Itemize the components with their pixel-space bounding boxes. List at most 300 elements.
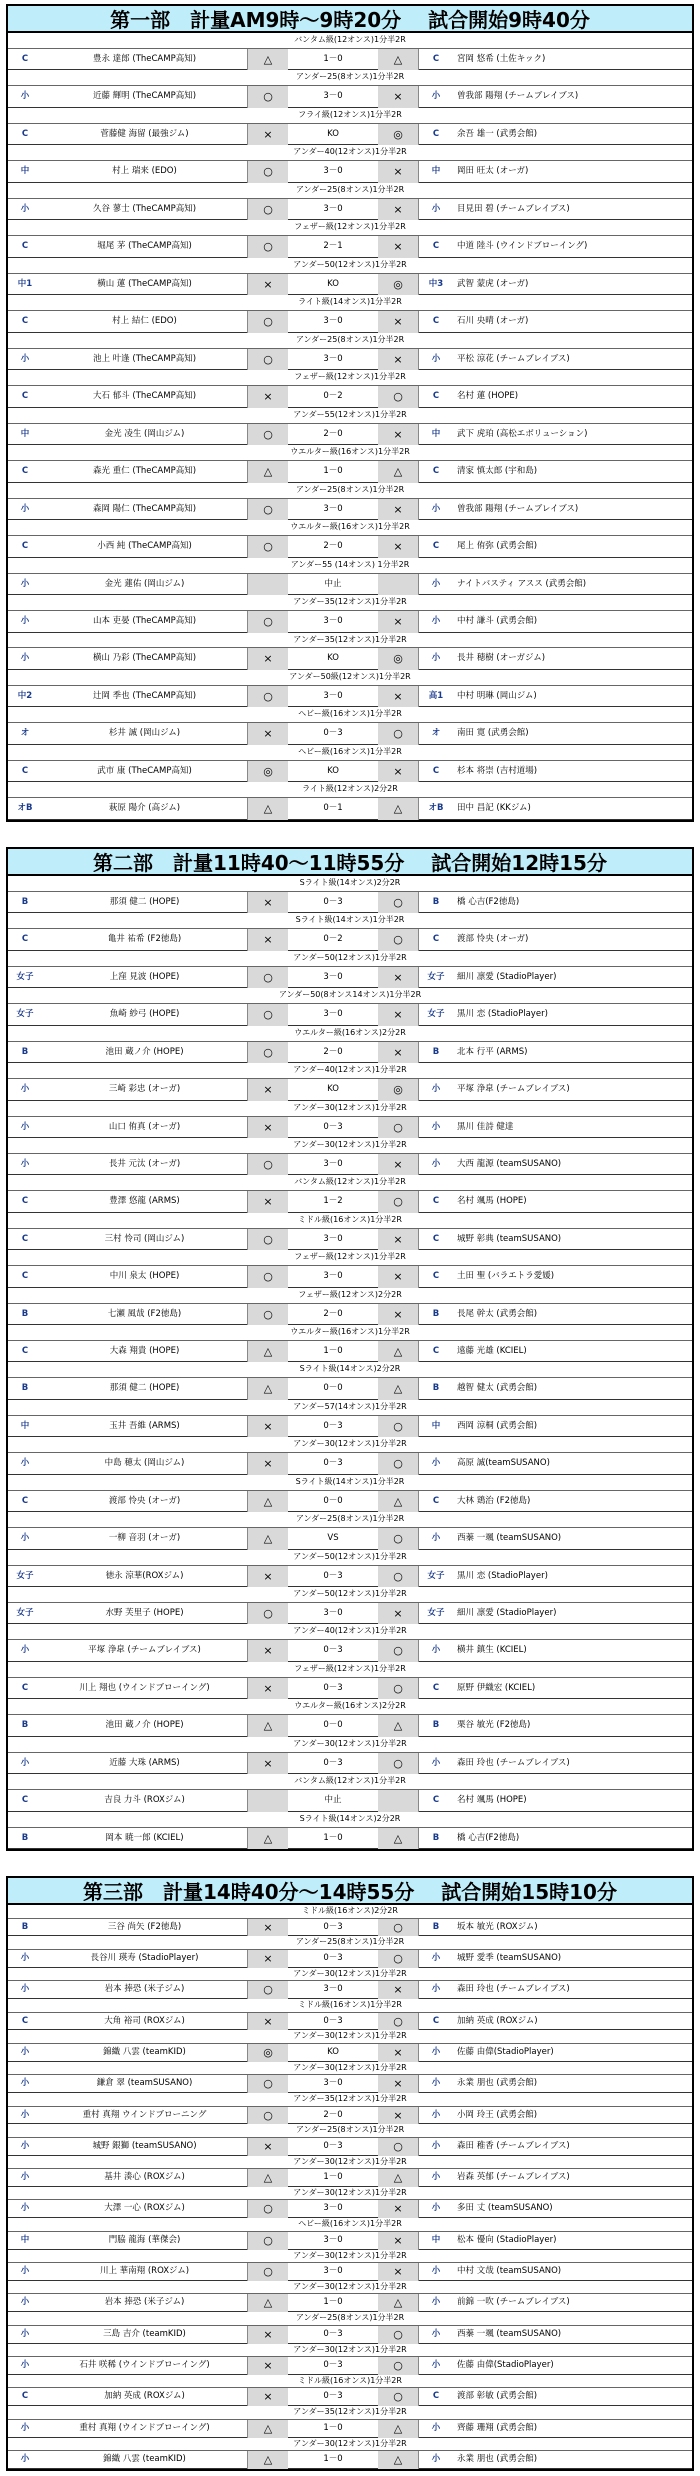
left-fighter-name: 徳永 涼華(ROXジム) (105, 1570, 184, 1581)
right-result-mark: △ (378, 1341, 419, 1362)
division-label: アンダー30(12オンス)1分半2R (8, 2030, 692, 2044)
decision-text: 3－0 (323, 1158, 343, 1169)
match-block (8, 633, 692, 670)
right-result-mark: △ (378, 49, 419, 70)
left-fighter-name: 森光 重仁 (TheCAMP高知) (92, 466, 197, 477)
left-fighter-name: 堀尾 茅 (TheCAMP高知) (97, 241, 192, 252)
left-fighter-name: 錦織 八雲 (teamKID) (103, 2046, 186, 2057)
right-class-badge: 小 (431, 503, 441, 514)
decision-text: 3－0 (323, 616, 343, 627)
left-class-badge: 小 (20, 1757, 30, 1768)
match-row (8, 49, 692, 70)
left-fighter-name: 大角 裕司 (ROXジム) (104, 2015, 185, 2026)
match-block (8, 1774, 692, 1811)
left-fighter-name: 大森 翔貴 (HOPE) (109, 1346, 180, 1357)
match-row (8, 2138, 692, 2156)
division-label: ライト級(12オンス)2分2R (8, 782, 692, 798)
match-block (8, 2030, 692, 2061)
left-class-badge: 小 (20, 2046, 30, 2057)
left-fighter-name: 横山 蓮 (TheCAMP高知) (97, 278, 192, 289)
match-block (8, 1325, 692, 1362)
match-row (8, 1828, 692, 1849)
match-block (8, 2062, 692, 2093)
left-result-mark: ○ (247, 349, 288, 370)
right-fighter-name: 黒川 恋 (StadioPlayer) (457, 1570, 548, 1581)
left-class-badge: 小 (20, 2422, 30, 2433)
right-fighter-name: 栗谷 敏光 (F2徳島) (457, 1720, 531, 1731)
decision-text: 1－0 (323, 53, 343, 64)
right-result-mark: ○ (378, 1678, 419, 1699)
right-result-mark: ○ (378, 1117, 419, 1138)
left-class-badge: 小 (20, 503, 30, 514)
left-fighter-name: 長井 元汰 (オーガ) (108, 1158, 181, 1169)
left-fighter-name: 中島 穂太 (岡山ジム) (104, 1458, 185, 1469)
match-block (8, 220, 692, 257)
left-class-badge: 女子 (16, 1607, 34, 1618)
match-row (8, 1416, 692, 1437)
right-result-mark: ○ (378, 386, 419, 407)
right-result-mark: △ (378, 1828, 419, 1849)
division-label: アンダー30(12オンス)1分半2R (8, 2438, 692, 2452)
decision-text: 3－0 (323, 91, 343, 102)
division-label: フェザー級(12オンス)1分半2R (8, 1662, 692, 1678)
right-fighter-name: 森田 稚香 (チームブレイブス) (457, 2140, 570, 2151)
decision-text: 3－0 (323, 166, 343, 177)
right-fighter-name: 細川 凛愛 (StadioPlayer) (457, 1607, 557, 1618)
match-row (8, 1640, 692, 1661)
left-fighter-name: 一柳 音羽 (オーガ) (108, 1533, 181, 1544)
left-class-badge: 中1 (17, 278, 33, 289)
left-fighter-name: 森岡 陽仁 (TheCAMP高知) (92, 503, 197, 514)
left-result-mark: × (247, 1753, 288, 1774)
left-result-mark: ○ (247, 1603, 288, 1624)
left-fighter-name: 大石 郁斗 (TheCAMP高知) (92, 391, 197, 402)
match-block (8, 370, 692, 407)
decision-text: 0－3 (323, 2360, 343, 2371)
right-result-mark: × (378, 2107, 419, 2125)
match-block (8, 333, 692, 370)
match-row (8, 124, 692, 145)
right-result-mark: △ (378, 2169, 419, 2187)
division-label: アンダー50(12オンス)1分半2R (8, 1550, 692, 1566)
match-block (8, 1026, 692, 1063)
left-class-badge: 小 (20, 1158, 30, 1169)
decision-text: KO (327, 1084, 339, 1095)
decision-text: 0－3 (323, 2140, 343, 2151)
right-class-badge: B (432, 1720, 440, 1731)
right-result-mark: ○ (378, 2326, 419, 2344)
right-result-mark: ◎ (378, 1079, 419, 1100)
right-class-badge: 小 (431, 2109, 441, 2120)
right-result-mark: × (378, 611, 419, 632)
match-block (8, 2281, 692, 2312)
match-block (8, 483, 692, 520)
right-result-mark: × (378, 1266, 419, 1287)
right-result-mark: ○ (378, 1416, 419, 1437)
division-label: ミドル級(16オンス)1分半2R (8, 1213, 692, 1229)
right-fighter-name: 西岡 涼桐 (武勇会館) (457, 1420, 538, 1431)
right-fighter-name: 前錦 一吹 (チームブレイブス) (457, 2297, 570, 2308)
match-row (8, 929, 692, 950)
left-class-badge: C (21, 2391, 29, 2402)
division-label: アンダー50(8オンス14オンス)1分半2R (8, 988, 692, 1004)
left-result-mark: △ (247, 2451, 288, 2469)
right-fighter-name: 岩森 英郁 (チームブレイブス) (457, 2172, 570, 2183)
match-block (8, 70, 692, 107)
left-result-mark: × (247, 1950, 288, 1968)
right-class-badge: 小 (431, 2297, 441, 2308)
division-label: アンダー30(12オンス)1分半2R (8, 1101, 692, 1117)
match-block (8, 707, 692, 744)
left-class-badge: C (21, 53, 29, 64)
left-result-mark: △ (247, 2294, 288, 2312)
right-fighter-name: 余吾 雄一 (武勇会館) (457, 128, 538, 139)
left-result-mark: ○ (247, 1266, 288, 1287)
match-block (8, 1699, 692, 1736)
division-label: アンダー25(8オンス)1分半2R (8, 333, 692, 349)
division-label: アンダー55 (14オンス) 1分半2R (8, 558, 692, 574)
match-row (8, 2200, 692, 2218)
left-fighter-name: 門脇 龍海 (華傑会) (108, 2234, 181, 2245)
division-label: バンタム級(12オンス)1分半2R (8, 1175, 692, 1191)
match-row (8, 2294, 692, 2312)
match-block (8, 1138, 692, 1175)
left-class-badge: 小 (20, 1121, 30, 1132)
division-label: ヘビー級(16オンス)1分半2R (8, 745, 692, 761)
right-class-badge: 小 (431, 1121, 441, 1132)
decision-text: VS (327, 1533, 339, 1544)
left-fighter-name: 岩本 捧恐 (米子ジム) (104, 1984, 185, 1995)
right-fighter-name: 橋 心吉(F2徳島) (457, 1832, 520, 1843)
right-result-mark: × (378, 1154, 419, 1175)
left-result-mark: ○ (247, 2263, 288, 2281)
right-fighter-name: 小岡 玲王 (武勇会館) (457, 2109, 538, 2120)
left-fighter-name: 金光 蓮佑 (岡山ジム) (104, 578, 185, 589)
division-label: アンダー30(12オンス)1分半2R (8, 1968, 692, 1982)
right-fighter-name: 曽我部 陽翔 (チームブレイブス) (457, 503, 579, 514)
right-result-mark: × (378, 2075, 419, 2093)
right-class-badge: 小 (431, 1084, 441, 1095)
match-row (8, 86, 692, 107)
right-class-badge: 小 (431, 2203, 441, 2214)
match-row (8, 798, 692, 819)
right-result-mark: ○ (378, 1191, 419, 1212)
decision-text: 2－0 (323, 1308, 343, 1319)
match-row (8, 1715, 692, 1736)
right-class-badge: 小 (431, 1458, 441, 1469)
right-class-badge: 小 (431, 1533, 441, 1544)
match-row (8, 311, 692, 332)
match-row (8, 2388, 692, 2406)
match-row (8, 2169, 692, 2187)
match-row (8, 761, 692, 782)
left-fighter-name: 那須 健二 (HOPE) (109, 896, 180, 907)
left-class-badge: C (21, 391, 29, 402)
match-row (8, 1981, 692, 1999)
right-fighter-name: 長尾 幹太 (武勇会館) (457, 1308, 538, 1319)
right-result-mark: ○ (378, 1566, 419, 1587)
left-fighter-name: 三島 吉介 (teamKID) (103, 2328, 186, 2339)
left-fighter-name: 基井 湊心 (ROXジム) (104, 2172, 185, 2183)
match-row (8, 1566, 692, 1587)
left-fighter-name: 七瀬 風哉 (F2徳島) (107, 1308, 182, 1319)
match-block (8, 1737, 692, 1774)
match-block (8, 1968, 692, 1999)
right-fighter-name: 佐藤 由偉(StadioPlayer) (457, 2046, 554, 2057)
left-result-mark: ○ (247, 2107, 288, 2125)
right-fighter-name: 渡部 彰敏 (武勇会館) (457, 2391, 538, 2402)
decision-text: 3－0 (323, 1607, 343, 1618)
left-fighter-name: 近藤 大珠 (ARMS) (109, 1757, 180, 1768)
match-block (8, 2124, 692, 2155)
right-result-mark: × (378, 2263, 419, 2281)
right-fighter-name: 永業 朋也 (武勇会館) (457, 2454, 538, 2465)
decision-text: 3－0 (323, 2203, 343, 2214)
left-class-badge: C (21, 1271, 29, 1282)
left-class-badge: C (21, 316, 29, 327)
left-fighter-name: 池上 叶逢 (TheCAMP高知) (92, 353, 197, 364)
right-class-badge: 女子 (427, 1009, 445, 1020)
match-block (8, 1213, 692, 1250)
decision-text: KO (327, 765, 339, 776)
right-fighter-name: 橋 心吉(F2徳島) (457, 896, 520, 907)
left-fighter-name: 池田 蔵ノ介 (HOPE) (105, 1046, 184, 1057)
right-class-badge: 小 (431, 1757, 441, 1768)
left-fighter-name: 岩本 捧恐 (米子ジム) (104, 2297, 185, 2308)
left-fighter-name: 鎌倉 翠 (teamSUSANO) (96, 2078, 193, 2089)
match-block (8, 670, 692, 707)
right-class-badge: 小 (431, 1984, 441, 1995)
left-fighter-name: 川上 華南翔 (ROXジム) (99, 2266, 190, 2277)
match-row (8, 2263, 692, 2281)
left-result-mark: × (247, 1566, 288, 1587)
right-fighter-name: 平松 涼花 (チームブレイブス) (457, 353, 570, 364)
division-label: ヘビー級(16オンス)1分半2R (8, 707, 692, 723)
decision-text: 0－3 (323, 1420, 343, 1431)
division-label: フェザー級(12オンス)1分半2R (8, 1250, 692, 1266)
match-block (8, 520, 692, 557)
right-fighter-name: 齊藤 珊翔 (武勇会館) (457, 2422, 538, 2433)
right-class-badge: 小 (431, 2078, 441, 2089)
match-block (8, 2250, 692, 2281)
left-class-badge: C (21, 1196, 29, 1207)
right-class-badge: C (432, 241, 440, 252)
right-fighter-name: ナイトバスティ アスス (武勇会館) (457, 578, 587, 589)
right-class-badge: 女子 (427, 971, 445, 982)
left-result-mark: × (247, 1117, 288, 1138)
left-class-badge: 小 (20, 2140, 30, 2151)
right-fighter-name: 松本 優向 (StadioPlayer) (457, 2234, 557, 2245)
match-block (8, 595, 692, 632)
left-fighter-name: 亀井 祐希 (F2徳島) (107, 934, 182, 945)
right-fighter-name: 高原 誠(teamSUSANO) (457, 1458, 550, 1469)
left-result-mark: × (247, 2326, 288, 2344)
left-class-badge: 中 (20, 2234, 30, 2245)
right-result-mark: × (378, 199, 419, 220)
right-class-badge: B (432, 896, 440, 907)
right-fighter-name: 武智 蒙虎 (オーガ) (457, 278, 529, 289)
left-result-mark: × (247, 2013, 288, 2031)
match-block (8, 1101, 692, 1138)
right-fighter-name: 西蓁 一颯 (teamSUSANO) (457, 2328, 562, 2339)
match-block (8, 782, 692, 819)
left-fighter-name: 渡部 怜央 (オーガ) (108, 1495, 181, 1506)
division-label: フェザー級(12オンス)1分半2R (8, 220, 692, 236)
division-label: アンダー30(12オンス)1分半2R (8, 1138, 692, 1154)
right-fighter-name: 南田 寛 (武勇会館) (457, 728, 529, 739)
left-fighter-name: 那須 健二 (HOPE) (109, 1383, 180, 1394)
left-fighter-name: 魚崎 紗弓 (HOPE) (109, 1009, 180, 1020)
right-class-badge: C (432, 541, 440, 552)
division-label: アンダー30(12オンス)1分半2R (8, 1437, 692, 1453)
match-row (8, 967, 692, 988)
right-fighter-name: 森田 玲也 (チームブレイブス) (457, 1757, 570, 1768)
decision-text: 3－0 (323, 1984, 343, 1995)
right-result-mark: × (378, 161, 419, 182)
match-row (8, 2232, 692, 2250)
right-result-mark: ◎ (378, 274, 419, 295)
decision-text: 1－0 (323, 466, 343, 477)
right-result-mark: × (378, 1981, 419, 1999)
right-result-mark: ○ (378, 2013, 419, 2031)
right-fighter-name: 中村 謙斗 (武勇会館) (457, 616, 538, 627)
division-label: Sライト級(14オンス)1分半2R (8, 1475, 692, 1491)
decision-text: 2－0 (323, 1046, 343, 1057)
match-row (8, 1378, 692, 1399)
match-row (8, 499, 692, 520)
match-row (8, 461, 692, 482)
right-fighter-name: 越智 健太 (武勇会館) (457, 1383, 538, 1394)
right-fighter-name: 多田 丈 (teamSUSANO) (457, 2203, 553, 2214)
match-block (8, 951, 692, 988)
left-fighter-name: 石井 咲稀 (ウインドブローイング) (79, 2360, 210, 2371)
decision-text: 0－3 (323, 1458, 343, 1469)
right-class-badge: 小 (431, 1952, 441, 1963)
left-class-badge: B (21, 1046, 29, 1057)
right-class-badge: 小 (431, 616, 441, 627)
right-class-badge: C (432, 1346, 440, 1357)
right-class-badge: C (432, 2391, 440, 2402)
right-fighter-name: 西蓁 一颯 (teamSUSANO) (457, 1533, 562, 1544)
match-block (8, 145, 692, 182)
right-class-badge: 中 (431, 2234, 441, 2245)
right-result-mark: ○ (378, 1640, 419, 1661)
division-label: アンダー30(12オンス)1分半2R (8, 2281, 692, 2295)
left-result-mark (247, 1790, 288, 1811)
division-label: アンダー35(12オンス)1分半2R (8, 2093, 692, 2107)
match-block (8, 1624, 692, 1661)
right-result-mark: △ (378, 1491, 419, 1512)
decision-text: KO (327, 278, 339, 289)
match-block (8, 2156, 692, 2187)
right-fighter-name: 土田 聖 (バラエトラ愛媛) (457, 1271, 555, 1282)
right-result-mark: × (378, 2200, 419, 2218)
left-class-badge: B (21, 1383, 29, 1394)
decision-text: 0－3 (323, 2391, 343, 2402)
division-label: アンダー40(12オンス)1分半2R (8, 145, 692, 161)
right-class-badge: B (432, 1308, 440, 1319)
decision-text: 0－3 (323, 1121, 343, 1132)
decision-text: 0－3 (323, 728, 343, 739)
left-class-badge: 小 (20, 2172, 30, 2183)
decision-text: 3－0 (323, 2266, 343, 2277)
match-block (8, 1662, 692, 1699)
right-fighter-name: 黒川 恋 (StadioPlayer) (457, 1009, 548, 1020)
left-result-mark: ○ (247, 86, 288, 107)
right-result-mark: △ (378, 2294, 419, 2312)
right-class-badge: B (432, 1046, 440, 1057)
division-label: アンダー50(12オンス)1分半2R (8, 1587, 692, 1603)
left-class-badge: 小 (20, 2078, 30, 2089)
left-result-mark: ◎ (247, 761, 288, 782)
left-result-mark: △ (247, 461, 288, 482)
match-row (8, 1341, 692, 1362)
left-fighter-name: 豊澤 悠龍 (ARMS) (109, 1196, 180, 1207)
right-result-mark: × (378, 1004, 419, 1025)
right-fighter-name: 細川 凛愛 (StadioPlayer) (457, 971, 557, 982)
left-fighter-name: 池田 蔵ノ介 (HOPE) (105, 1720, 184, 1731)
match-block (8, 1905, 692, 1936)
left-fighter-name: 重村 真翔 ウインドブローニング (82, 2109, 207, 2120)
match-row (8, 2075, 692, 2093)
right-fighter-name: 横井 鎮生 (KCIEL) (457, 1645, 527, 1656)
decision-text: 2－0 (323, 2109, 343, 2120)
left-result-mark: △ (247, 2420, 288, 2438)
right-class-badge: 小 (431, 1645, 441, 1656)
left-fighter-name: 久谷 蓼士 (TheCAMP高知) (92, 203, 197, 214)
results-section (6, 847, 694, 1851)
right-fighter-name: 岡田 旺太 (オーガ) (457, 166, 529, 177)
division-label: アンダー35(12オンス)1分半2R (8, 595, 692, 611)
decision-text: 1－0 (323, 2454, 343, 2465)
right-fighter-name: 城野 愛季 (teamSUSANO) (457, 1952, 562, 1963)
right-class-badge: 中 (431, 166, 441, 177)
decision-text: 0－3 (323, 2015, 343, 2026)
decision-text: 0－3 (323, 1921, 343, 1932)
right-result-mark: ○ (378, 1919, 419, 1937)
left-class-badge: 小 (20, 203, 30, 214)
right-result-mark: ◎ (378, 124, 419, 145)
right-fighter-name: 佐藤 由偉(StadioPlayer) (457, 2360, 554, 2371)
right-fighter-name: 宮岡 悠希 (土佐キック) (457, 53, 546, 64)
left-result-mark: × (247, 1640, 288, 1661)
left-result-mark: ○ (247, 1304, 288, 1325)
decision-text: 中止 (324, 578, 342, 589)
match-row (8, 199, 692, 220)
left-result-mark (247, 574, 288, 595)
right-result-mark: △ (378, 2420, 419, 2438)
division-label: アンダー40(12オンス)1分半2R (8, 1624, 692, 1640)
right-result-mark: × (378, 1229, 419, 1250)
right-class-badge: B (432, 1921, 440, 1932)
left-result-mark: △ (247, 1715, 288, 1736)
match-block (8, 1475, 692, 1512)
left-result-mark: ○ (247, 311, 288, 332)
decision-text: 1－0 (323, 2422, 343, 2433)
match-block (8, 1550, 692, 1587)
left-result-mark: ○ (247, 1004, 288, 1025)
match-row (8, 892, 692, 913)
decision-text: 1－2 (323, 1196, 343, 1207)
right-result-mark: × (378, 86, 419, 107)
left-class-badge: 小 (20, 2297, 30, 2308)
match-row (8, 386, 692, 407)
division-label: アンダー55(12オンス)1分半2R (8, 408, 692, 424)
division-label: アンダー25(8オンス)1分半2R (8, 483, 692, 499)
right-result-mark: ○ (378, 1753, 419, 1774)
decision-text: 1－0 (323, 1832, 343, 1843)
left-result-mark: × (247, 929, 288, 950)
